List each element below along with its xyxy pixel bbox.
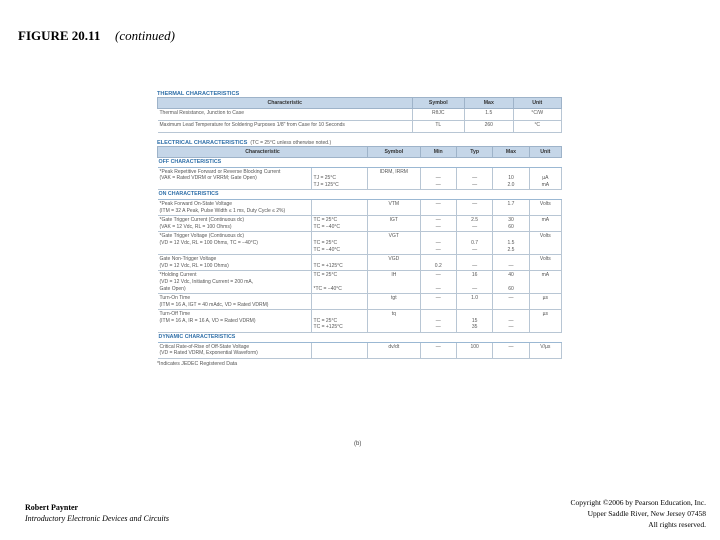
cell-max xyxy=(493,255,529,271)
cell-char xyxy=(158,255,312,271)
line-sym xyxy=(370,324,418,331)
thermal-cell: TL xyxy=(412,121,465,133)
line-typ: 1.0 xyxy=(471,295,479,302)
cell-char xyxy=(158,216,312,232)
cell-sym xyxy=(368,342,421,358)
line-sym xyxy=(370,350,418,357)
electrical-header: Characteristic xyxy=(158,147,368,158)
line-typ xyxy=(459,279,490,286)
line-typ: 16 xyxy=(471,272,478,279)
line-cond xyxy=(314,256,366,263)
line-max xyxy=(495,256,526,263)
line-char: Gate Non-Trigger Voltage xyxy=(159,256,217,263)
line-cond: TC = 25°C xyxy=(313,272,338,279)
thermal-cell: 260 xyxy=(465,121,513,133)
line-cond xyxy=(314,279,366,286)
cell-cond xyxy=(311,271,368,294)
line-char: (VAK = 12 Vdc, RL = 100 Ohms) xyxy=(159,223,232,230)
cell-cond xyxy=(311,342,368,358)
cell-min xyxy=(420,199,456,215)
line-cond: TC = +125°C xyxy=(313,262,343,269)
cell-char xyxy=(158,199,312,215)
line-min: — xyxy=(435,246,441,253)
line-char: *Peak Repetitive Forward or Reverse Blocking Current xyxy=(159,168,281,175)
line-max: 10 xyxy=(508,175,514,182)
line-max xyxy=(495,350,526,357)
line-min: — xyxy=(435,239,441,246)
line-max xyxy=(495,302,526,309)
line-min: — xyxy=(435,295,441,302)
line-max: — xyxy=(508,295,514,302)
cell-max xyxy=(493,294,529,310)
line-max: 2.0 xyxy=(507,181,515,188)
line-unit: mA xyxy=(541,181,550,188)
line-unit: V/µs xyxy=(540,343,551,350)
cell-sym xyxy=(368,216,421,232)
line-cond xyxy=(314,344,366,351)
line-min: — xyxy=(435,285,441,292)
author: Robert Paynter xyxy=(25,503,79,512)
thermal-header: Unit xyxy=(513,98,561,109)
line-min: — xyxy=(435,200,441,207)
cell-min xyxy=(420,294,456,310)
cell-sym xyxy=(368,255,421,271)
footnote: *Indicates JEDEC Registered Data xyxy=(157,360,238,367)
electrical-header: Symbol xyxy=(368,147,421,158)
line-typ: 35 xyxy=(471,324,478,331)
line-max: 60 xyxy=(508,223,514,230)
cell-cond xyxy=(311,310,368,333)
line-char: (ITM = 16 A, IGT = 40 mAdc, VD = Rated VDRM) xyxy=(159,301,269,308)
line-char: *Gate Trigger Voltage (Continuous dc) xyxy=(159,233,244,240)
line-typ xyxy=(459,233,490,240)
figure-label: FIGURE 20.11 xyxy=(18,28,101,43)
line-cond: TC = −40°C xyxy=(313,223,340,230)
line-sym xyxy=(370,182,418,189)
line-sym: IH xyxy=(391,272,397,279)
line-sym: tq xyxy=(391,311,396,318)
line-max: 40 xyxy=(508,272,514,279)
cell-min xyxy=(420,232,456,255)
cell-cond xyxy=(311,199,368,215)
line-char xyxy=(160,247,309,254)
cell-cond xyxy=(311,255,368,271)
cell-unit xyxy=(529,342,561,358)
line-sym: VGT xyxy=(388,233,399,240)
line-min: — xyxy=(435,175,441,182)
line-cond: TC = 25°C xyxy=(313,317,338,324)
thermal-title: THERMAL CHARACTERISTICS xyxy=(157,91,240,97)
cell-typ xyxy=(456,294,492,310)
cell-unit xyxy=(529,199,561,215)
subsection-title: DYNAMIC CHARACTERISTICS xyxy=(158,333,562,343)
cell-char xyxy=(158,167,312,190)
line-sym: IGT xyxy=(389,217,398,224)
line-max: 1.7 xyxy=(507,200,515,207)
electrical-row xyxy=(158,167,562,190)
line-unit: mA xyxy=(541,217,550,224)
cell-typ xyxy=(456,255,492,271)
cell-cond xyxy=(311,232,368,255)
figure-continued: (continued) xyxy=(115,28,175,43)
line-char xyxy=(160,324,309,331)
line-unit xyxy=(532,324,559,331)
line-char: (ITM = 16 A, IR = 16 A, VD = Rated VDRM) xyxy=(159,317,256,324)
line-cond xyxy=(314,233,366,240)
line-typ: 100 xyxy=(470,343,479,350)
line-max: 1.5 xyxy=(507,239,515,246)
line-cond: TJ = 125°C xyxy=(313,181,339,188)
cell-unit xyxy=(529,310,561,333)
line-char: (ITM = 32 A Peak, Pulse Width ≤ 1 ms, Duty Cycle ≤ 2%) xyxy=(159,207,286,214)
thermal-row xyxy=(158,109,562,121)
cell-char xyxy=(158,310,312,333)
line-unit xyxy=(532,318,559,325)
line-sym xyxy=(370,240,418,247)
cell-max xyxy=(493,167,529,190)
line-max: — xyxy=(508,324,514,331)
cell-typ xyxy=(456,167,492,190)
line-min xyxy=(423,311,454,318)
line-unit xyxy=(532,286,559,293)
line-min: — xyxy=(435,324,441,331)
cell-unit xyxy=(529,294,561,310)
line-min xyxy=(423,302,454,309)
line-min xyxy=(423,208,454,215)
cell-sym xyxy=(368,294,421,310)
line-sym xyxy=(370,286,418,293)
cell-sym xyxy=(368,167,421,190)
line-cond xyxy=(314,201,366,208)
line-cond: *TC = −40°C xyxy=(313,285,342,292)
line-cond xyxy=(314,295,366,302)
thermal-cell: 1.5 xyxy=(465,109,513,121)
line-char: *Peak Forward On-State Voltage xyxy=(159,200,233,207)
line-min: — xyxy=(435,181,441,188)
cell-typ xyxy=(456,271,492,294)
thermal-row xyxy=(158,121,562,133)
line-typ xyxy=(459,256,490,263)
line-sym xyxy=(370,302,418,309)
line-typ: — xyxy=(472,175,478,182)
cell-max xyxy=(493,310,529,333)
line-typ: 2.5 xyxy=(471,217,479,224)
book-title: Introductory Electronic Devices and Circuits xyxy=(25,514,169,523)
line-cond xyxy=(314,208,366,215)
copyright xyxy=(571,497,706,530)
line-sym xyxy=(370,318,418,325)
line-max xyxy=(495,311,526,318)
line-sym xyxy=(370,247,418,254)
cell-typ xyxy=(456,342,492,358)
line-unit xyxy=(532,350,559,357)
electrical-header: Min xyxy=(420,147,456,158)
electrical-row xyxy=(158,271,562,294)
line-unit xyxy=(532,247,559,254)
cell-typ xyxy=(456,310,492,333)
line-unit xyxy=(532,279,559,286)
cell-max xyxy=(493,232,529,255)
cell-min xyxy=(420,255,456,271)
line-unit: Volts xyxy=(539,256,551,263)
line-max: — xyxy=(508,317,514,324)
line-char: Turn-On Time xyxy=(159,295,191,302)
line-sym: tgt xyxy=(391,295,397,302)
line-char: *Holding Current xyxy=(159,272,197,279)
line-unit xyxy=(532,240,559,247)
cell-cond xyxy=(311,216,368,232)
line-char: (VD = Rated VDRM, Exponential Waveform) xyxy=(159,350,258,357)
figure-caption: (b) xyxy=(354,441,362,447)
line-unit xyxy=(532,302,559,309)
line-min: — xyxy=(435,343,441,350)
cell-typ xyxy=(456,199,492,215)
line-cond xyxy=(314,350,366,357)
line-typ: 0.7 xyxy=(471,239,479,246)
line-unit xyxy=(532,208,559,215)
cell-unit xyxy=(529,232,561,255)
cell-char xyxy=(158,271,312,294)
cell-unit xyxy=(529,167,561,190)
cell-sym xyxy=(368,310,421,333)
line-cond: TC = −40°C xyxy=(313,246,340,253)
cell-min xyxy=(420,310,456,333)
line-sym xyxy=(370,175,418,182)
line-typ: — xyxy=(472,181,478,188)
cell-min xyxy=(420,167,456,190)
line-max: 30 xyxy=(508,217,514,224)
line-sym xyxy=(370,208,418,215)
line-sym xyxy=(370,224,418,231)
line-min xyxy=(423,350,454,357)
line-min xyxy=(423,279,454,286)
cell-char xyxy=(158,342,312,358)
electrical-row xyxy=(158,199,562,215)
subsection-row xyxy=(158,158,562,168)
line-max xyxy=(495,233,526,240)
line-char: (VD = 12 Vdc, RL = 100 Ohms, TC = −40°C) xyxy=(159,239,258,246)
subsection-row xyxy=(158,190,562,200)
line-typ xyxy=(459,169,490,176)
cell-cond xyxy=(311,167,368,190)
line-char: Gate Open) xyxy=(159,285,186,292)
line-typ: — xyxy=(472,285,478,292)
line-char: *Gate Trigger Current (Continuous dc) xyxy=(159,217,244,224)
line-typ xyxy=(459,208,490,215)
line-typ xyxy=(459,311,490,318)
thermal-cell: RθJC xyxy=(412,109,465,121)
line-unit: µA xyxy=(542,175,549,182)
copyright-line: Copyright ©2006 by Pearson Education, Inc. xyxy=(570,498,706,507)
thermal-cell: °C/W xyxy=(513,109,561,121)
line-char: Turn-Off Time xyxy=(159,311,191,318)
datasheet xyxy=(157,88,562,367)
line-min: 0.2 xyxy=(434,262,442,269)
line-unit: mA xyxy=(541,272,550,279)
thermal-header: Max xyxy=(465,98,513,109)
copyright-line: Upper Saddle River, New Jersey 07458 xyxy=(587,509,706,518)
cell-unit xyxy=(529,271,561,294)
line-unit xyxy=(532,169,559,176)
line-sym: IDRM, IRRM xyxy=(379,168,408,175)
cell-cond xyxy=(311,294,368,310)
line-sym xyxy=(370,263,418,270)
line-min xyxy=(423,169,454,176)
electrical-header: Typ xyxy=(456,147,492,158)
line-cond: TJ = 25°C xyxy=(313,175,336,182)
line-char: (VD = 12 Vdc, RL = 100 Ohms) xyxy=(159,262,229,269)
line-unit xyxy=(532,263,559,270)
line-min: — xyxy=(435,317,441,324)
cell-min xyxy=(420,271,456,294)
cell-sym xyxy=(368,271,421,294)
subsection-row xyxy=(158,333,562,343)
electrical-row xyxy=(158,294,562,310)
cell-unit xyxy=(529,216,561,232)
line-cond xyxy=(314,311,366,318)
electrical-row xyxy=(158,232,562,255)
line-typ xyxy=(459,302,490,309)
electrical-row xyxy=(158,310,562,333)
thermal-cell: °C xyxy=(513,121,561,133)
line-min: — xyxy=(435,272,441,279)
line-typ: — xyxy=(472,246,478,253)
line-max: 60 xyxy=(508,285,514,292)
electrical-header: Unit xyxy=(529,147,561,158)
cell-char xyxy=(158,232,312,255)
line-max xyxy=(495,279,526,286)
line-unit: µs xyxy=(542,295,549,302)
line-sym: dv/dt xyxy=(388,343,400,350)
line-sym: VTM xyxy=(388,200,400,207)
line-unit: Volts xyxy=(539,233,551,240)
line-unit: Volts xyxy=(539,200,551,207)
line-max xyxy=(495,208,526,215)
electrical-header: Max xyxy=(493,147,529,158)
copyright-line: All rights reserved. xyxy=(648,520,706,529)
electrical-row xyxy=(158,342,562,358)
electrical-table xyxy=(157,146,562,359)
thermal-table xyxy=(157,97,562,133)
line-typ: — xyxy=(472,223,478,230)
cell-max xyxy=(493,199,529,215)
line-typ: 15 xyxy=(471,317,478,324)
cell-typ xyxy=(456,232,492,255)
cell-min xyxy=(420,216,456,232)
line-cond xyxy=(314,302,366,309)
line-min: — xyxy=(435,217,441,224)
thermal-cell: Thermal Resistance, Junction to Case xyxy=(158,109,413,121)
subsection-title: ON CHARACTERISTICS xyxy=(158,190,562,200)
electrical-row xyxy=(158,216,562,232)
thermal-header: Characteristic xyxy=(158,98,413,109)
line-unit: µs xyxy=(542,311,549,318)
line-min: — xyxy=(435,223,441,230)
line-typ: — xyxy=(472,200,478,207)
line-sym xyxy=(370,279,418,286)
cell-max xyxy=(493,271,529,294)
cell-char xyxy=(158,294,312,310)
line-cond xyxy=(314,169,366,176)
line-typ: — xyxy=(472,262,478,269)
line-cond: TC = 25°C xyxy=(313,239,338,246)
cell-unit xyxy=(529,255,561,271)
thermal-header: Symbol xyxy=(412,98,465,109)
cell-max xyxy=(493,216,529,232)
line-cond: TC = +125°C xyxy=(313,324,343,331)
line-min xyxy=(423,256,454,263)
line-unit xyxy=(532,224,559,231)
line-char: (VAK = Rated VDRM or VRRM; Gate Open) xyxy=(159,175,257,182)
line-max: 2.5 xyxy=(507,246,515,253)
line-char: (VD = 12 Vdc, Initiating Current = 200 mA, xyxy=(159,278,254,285)
cell-sym xyxy=(368,199,421,215)
line-char: Critical Rate-of-Rise of Off-State Voltage xyxy=(159,343,250,350)
cell-max xyxy=(493,342,529,358)
cell-min xyxy=(420,342,456,358)
subsection-title: OFF CHARACTERISTICS xyxy=(158,158,562,168)
thermal-cell: Maximum Lead Temperature for Soldering Purposes 1/8" from Case for 10 Seconds xyxy=(158,121,413,133)
line-cond: TC = 25°C xyxy=(313,217,338,224)
line-typ xyxy=(459,350,490,357)
electrical-title: ELECTRICAL CHARACTERISTICS xyxy=(157,140,248,146)
cell-typ xyxy=(456,216,492,232)
line-max: — xyxy=(508,262,514,269)
line-max: — xyxy=(508,343,514,350)
electrical-row xyxy=(158,255,562,271)
cell-sym xyxy=(368,232,421,255)
electrical-note: (TC = 25°C unless otherwise noted.) xyxy=(250,140,332,146)
line-max xyxy=(495,169,526,176)
line-sym: VGD xyxy=(388,256,400,263)
line-min xyxy=(423,233,454,240)
